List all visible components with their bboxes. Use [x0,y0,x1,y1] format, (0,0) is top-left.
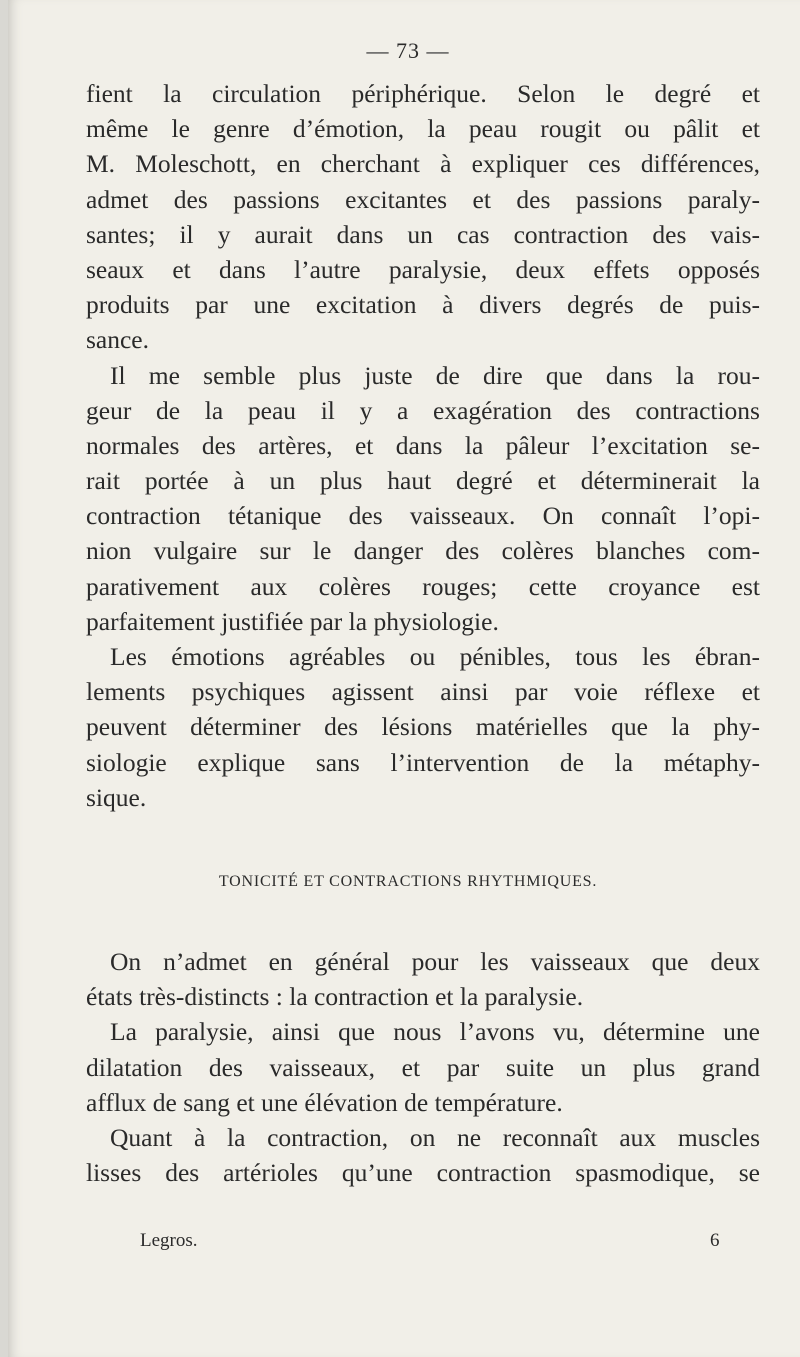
text-line: M. Moleschott, en cherchant à expliquer ces différences, [86,149,760,179]
text-line: nion vulgaire sur le danger des colères blanches com- [86,536,760,566]
text-line: sique. [86,782,147,812]
section-heading: TONICITÉ ET CONTRACTIONS RHYTHMIQUES. [218,873,598,890]
body-text-block-1 [86,76,760,815]
text-line: sance. [86,325,150,355]
footer-author: Legros. [140,1230,198,1251]
text-line: seaux et dans l’autre paralysie, deux effets opposés [86,254,760,284]
text-line: normales des artères, et dans la pâleur l’excitation se- [86,430,760,460]
body-text-block-2 [86,944,760,1190]
text-line: fient la circulation périphérique. Selon le degré et [86,79,760,108]
text-line: Quant à la contraction, on ne reconnaît aux muscles [110,1122,760,1152]
text-line: lisses des artérioles qu’une contraction spasmodique, se [86,1158,760,1188]
footer-signature-mark: 6 [710,1230,720,1251]
text-line: parativement aux colères rouges; cette croyance est [86,571,760,601]
text-line: Il me semble plus juste de dire que dans la rou- [110,360,760,390]
text-line: parfaitement justifiée par la physiologie. [86,606,499,636]
text-line: même le genre d’émotion, la peau rougit ou pâlit et [86,114,760,144]
text-line: santes; il y aurait dans un cas contraction des vais- [86,219,760,249]
text-line: dilatation des vaisseaux, et par suite un plus grand [86,1052,760,1082]
text-line: On n’admet en général pour les vaisseaux que deux [110,947,760,976]
text-line: contraction tétanique des vaisseaux. On connaît l’opi- [86,501,760,531]
text-line: afflux de sang et une élévation de température. [86,1087,563,1117]
book-page [8,0,800,1357]
text-line: rait portée à un plus haut degré et déterminerait la [86,466,760,496]
text-line: peuvent déterminer des lésions matérielles que la phy- [86,712,760,742]
page-number: — 73 — [366,38,450,63]
text-line: La paralysie, ainsi que nous l’avons vu, détermine une [110,1017,760,1047]
text-line: états très-distincts : la contraction et la paralysie. [86,982,584,1012]
text-line: siologie explique sans l’intervention de la métaphy- [86,747,760,777]
text-line: produits par une excitation à divers degrés de puis- [86,290,760,320]
text-line: geur de la peau il y a exagération des contractions [86,395,760,425]
text-line: lements psychiques agissent ainsi par voie réflexe et [86,677,760,707]
text-line: Les émotions agréables ou pénibles, tous les ébran- [110,642,760,671]
text-line: admet des passions excitantes et des passions paraly- [86,184,760,214]
